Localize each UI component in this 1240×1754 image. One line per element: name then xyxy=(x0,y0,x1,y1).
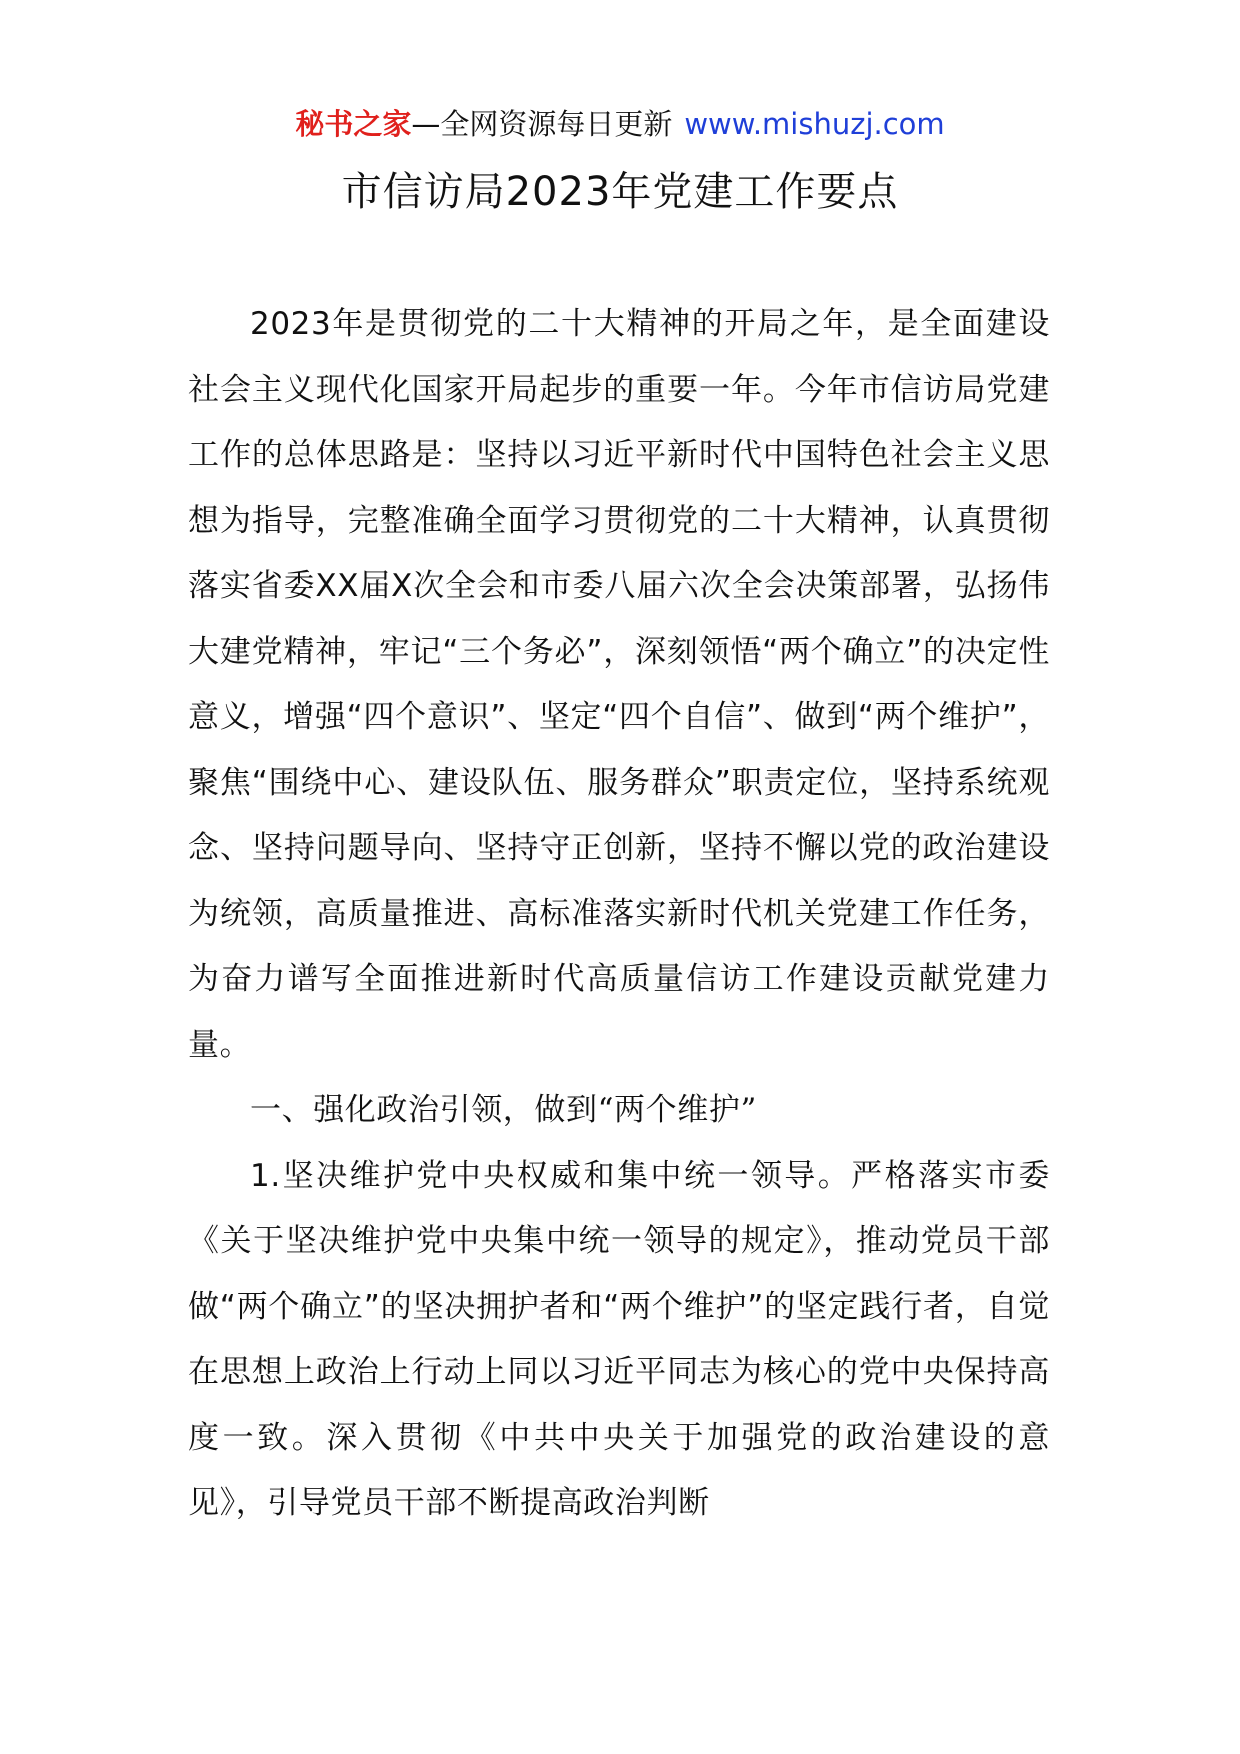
section-heading: 一、强化政治引领，做到“两个维护” xyxy=(250,1092,757,1128)
body-paragraph: 1.坚决维护党中央权威和集中统一领导。严格落实市委《关于坚决维护党中央集中统一领导的规定》，推动党员干部做“两个确立”的坚决拥护者和“两个维护”的坚定践行者，自觉在思想上政治上行动上同以习近平同志为核心的党中央保持高度一致。深入贯彻《中共中央关于加强党的政治建设的意见》，引导党员干部不断提高政治判断 xyxy=(188,1157,1050,1521)
document-body xyxy=(188,292,1050,1537)
document-title: 市信访局2023年党建工作要点 xyxy=(341,169,899,215)
intro-paragraph: 2023年是贯彻党的二十大精神的开局之年，是全面建设社会主义现代化国家开局起步的重要一年。今年市信访局党建工作的总体思路是：坚持以习近平新时代中国特色社会主义思想为指导，完整准确全面学习贯彻党的二十大精神，认真贯彻落实省委XX届X次全会和市委八届六次全会决策部署，弘扬伟大建党精神，牢记“三个务必”，深刻领悟“两个确立”的决定性意义，增强“四个意识”、坚定“四个自信”、做到“两个维护”，聚焦“围绕中心、建设队伍、服务群众”职责定位，坚持系统观念、坚持问题导向、坚持守正创新，坚持不懈以党的政治建设为统领，高质量推进、高标准落实新时代机关党建工作任务，为奋力谱写全面推进新时代高质量信访工作建设贡献党建力量。 xyxy=(188,306,1050,1063)
watermark-header xyxy=(0,104,1240,144)
site-url-link[interactable]: www.mishuzj.com xyxy=(684,107,945,141)
brand-name: 秘书之家 xyxy=(295,107,412,141)
brand-slogan: —全网资源每日更新 xyxy=(411,107,673,141)
